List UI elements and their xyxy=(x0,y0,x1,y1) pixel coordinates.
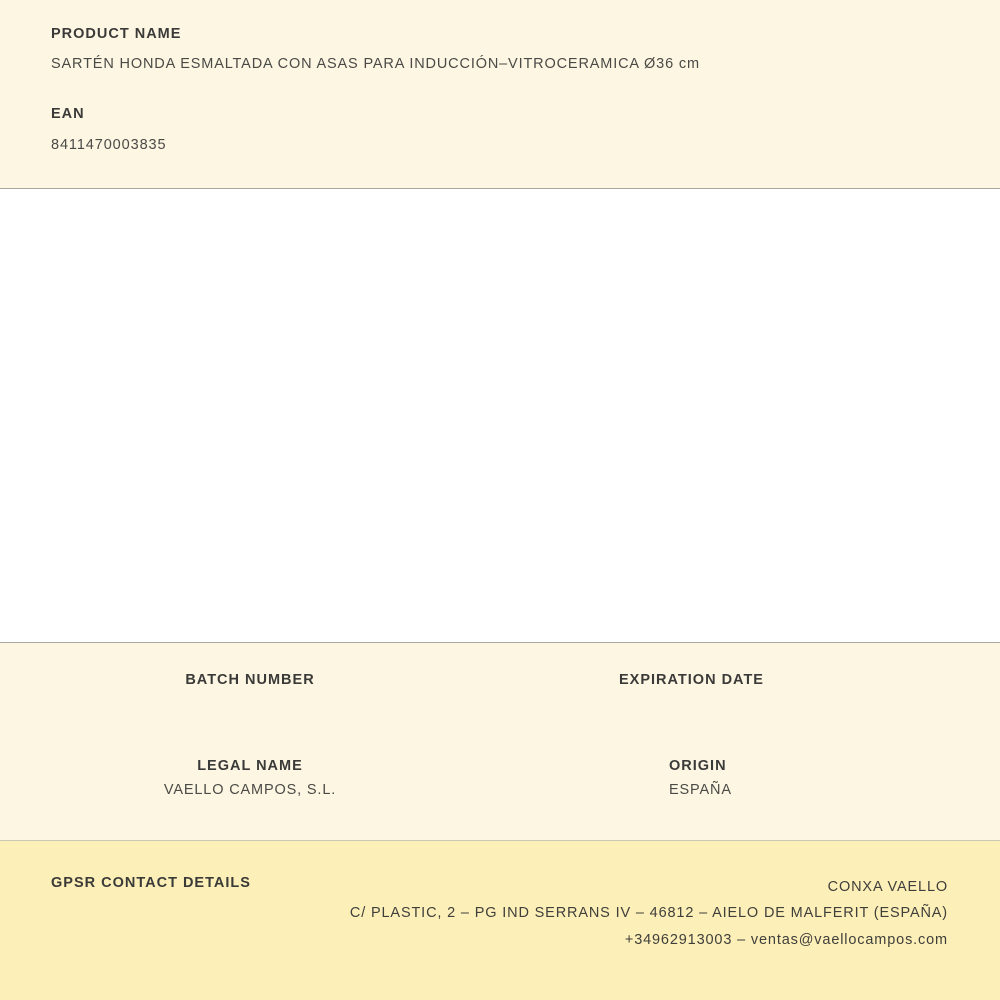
ean-group xyxy=(51,106,950,154)
product-info-block xyxy=(0,643,1000,841)
expiration-date-group xyxy=(500,671,1000,695)
gpsr-footer xyxy=(0,841,1000,1000)
batch-number-group xyxy=(0,671,500,695)
ean-value: 8411470003835 xyxy=(51,136,167,153)
gpsr-contact-address: C/ PLASTIC, 2 – PG IND SERRANS IV – 46812 – AIELO DE MALFERIT (ESPAÑA) xyxy=(349,905,948,922)
legal-name-value: VAELLO CAMPOS, S.L. xyxy=(163,782,337,799)
origin-label: ORIGIN xyxy=(669,758,727,775)
product-image-area xyxy=(0,189,1000,643)
legal-name-group xyxy=(0,757,500,800)
legal-origin-row xyxy=(0,695,1000,800)
gpsr-contact-name: CONXA VAELLO xyxy=(827,879,948,895)
origin-group xyxy=(500,757,1000,800)
batch-number-label: BATCH NUMBER xyxy=(185,672,315,688)
gpsr-contact-label: GPSR CONTACT DETAILS xyxy=(51,875,251,891)
batch-expiration-row xyxy=(0,643,1000,695)
product-name-group xyxy=(51,26,950,74)
product-header-block xyxy=(0,0,1000,189)
legal-name-label: LEGAL NAME xyxy=(197,758,303,775)
product-name-value: SARTÉN HONDA ESMALTADA CON ASAS PARA INDUCCIÓN–VITROCERAMICA Ø36 cm xyxy=(51,56,700,73)
gpsr-contact-details xyxy=(350,874,948,953)
expiration-date-label: EXPIRATION DATE xyxy=(619,672,764,688)
product-name-label: PRODUCT NAME xyxy=(51,26,182,42)
ean-label: EAN xyxy=(51,106,85,123)
origin-value: ESPAÑA xyxy=(669,782,732,799)
gpsr-contact-phone-email: +34962913003 – ventas@vaellocampos.com xyxy=(624,931,948,948)
